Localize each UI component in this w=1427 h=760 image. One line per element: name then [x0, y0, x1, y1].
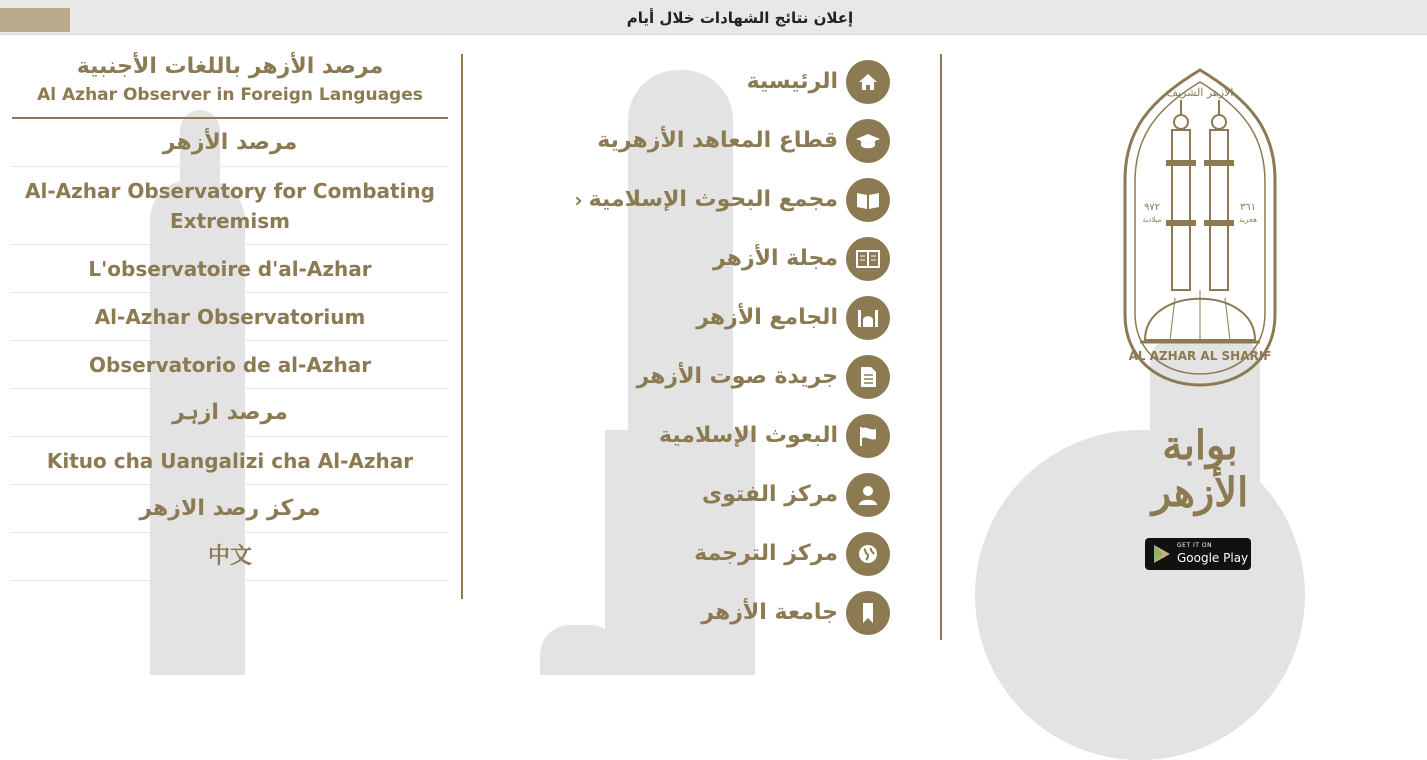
google-play-icon: [1153, 544, 1171, 564]
seal-year-hijri: ٣٦١: [1239, 202, 1257, 213]
observer-link-french[interactable]: L'observatoire d'al-Azhar: [12, 245, 448, 293]
nav-item-home[interactable]: [470, 52, 890, 111]
globe-icon: [846, 532, 890, 576]
nav-item-islamic-research[interactable]: [470, 170, 890, 229]
announcement-text[interactable]: إعلان نتائج الشهادات خلال أيام: [626, 9, 854, 27]
nav-item-label: جامعة الأزهر: [701, 600, 838, 625]
mosque-icon: [846, 296, 890, 340]
chevron-icon: ›: [574, 187, 583, 212]
al-azhar-seal-logo[interactable]: [1100, 60, 1300, 390]
portal-calligraphy-logo: بوابة الأزهر: [1151, 422, 1249, 516]
google-play-big-text: Google Play: [1177, 551, 1249, 565]
seal-text-top: الأزهر الشريف: [1166, 86, 1234, 99]
graduation-cap-icon: [846, 119, 890, 163]
observer-panel: [12, 52, 448, 581]
nav-item-label: مركز الترجمة: [694, 541, 838, 566]
google-play-badge[interactable]: [1145, 538, 1251, 570]
nav-item-label: مجلة الأزهر: [713, 246, 838, 271]
nav-item-label: الجامع الأزهر: [696, 305, 838, 330]
nav-item-translation-center[interactable]: [470, 524, 890, 583]
google-play-small-text: GET IT ON: [1177, 542, 1213, 549]
seal-year-gregorian: ٩٧٢: [1143, 202, 1161, 213]
nav-item-institutes-sector[interactable]: [470, 111, 890, 170]
observer-link-english[interactable]: Al-Azhar Observatory for Combating Extremism: [12, 167, 448, 245]
newspaper-icon: [846, 355, 890, 399]
observer-link-swahili[interactable]: Kituo cha Uangalizi cha Al-Azhar: [12, 437, 448, 485]
observer-link-arabic[interactable]: مرصد الأزهر: [12, 119, 448, 167]
nav-item-azhar-university[interactable]: [470, 583, 890, 642]
flag-icon: [846, 414, 890, 458]
observer-link-spanish[interactable]: Observatorio de al-Azhar: [12, 341, 448, 389]
observer-links-list: [12, 119, 448, 581]
announcement-tab: [0, 8, 70, 32]
person-icon: [846, 473, 890, 517]
bookmark-icon: [846, 591, 890, 635]
divider-left: [461, 54, 463, 599]
divider-right: [940, 54, 942, 640]
home-icon: [846, 60, 890, 104]
seal-year-hijri-label: هجرية: [1239, 216, 1257, 224]
open-book-icon: [846, 178, 890, 222]
observer-link-chinese[interactable]: 中文: [12, 533, 448, 581]
observer-link-urdu[interactable]: مرصد ازہر: [12, 389, 448, 437]
nav-item-label: الرئيسية: [746, 69, 838, 94]
seal-year-gregorian-label: ميلادية: [1142, 216, 1162, 224]
nav-item-azhar-mosque[interactable]: [470, 288, 890, 347]
nav-item-label: جريدة صوت الأزهر: [636, 364, 838, 389]
observer-link-persian[interactable]: مرکز رصد الازهر: [12, 485, 448, 533]
nav-item-islamic-missions[interactable]: [470, 406, 890, 465]
nav-item-sawt-al-azhar-newspaper[interactable]: [470, 347, 890, 406]
magazine-icon: [846, 237, 890, 281]
observer-link-german[interactable]: Al-Azhar Observatorium: [12, 293, 448, 341]
nav-item-fatwa-center[interactable]: [470, 465, 890, 524]
main-nav: [470, 52, 890, 642]
nav-item-label: قطاع المعاهد الأزهرية: [597, 128, 838, 153]
nav-item-label: مركز الفتوى: [701, 482, 838, 507]
nav-item-azhar-magazine[interactable]: [470, 229, 890, 288]
announcement-bar: [0, 0, 1427, 35]
nav-item-label: البعوث الإسلامية: [659, 423, 838, 448]
observer-title-ar: مرصد الأزهر باللغات الأجنبية: [76, 54, 384, 79]
logo-column: [1100, 60, 1300, 600]
seal-text-bottom: AL AZHAR AL SHARIF: [1128, 349, 1272, 363]
observer-title-en: Al Azhar Observer in Foreign Languages: [37, 85, 423, 105]
nav-item-label: مجمع البحوث الإسلامية: [588, 187, 838, 212]
